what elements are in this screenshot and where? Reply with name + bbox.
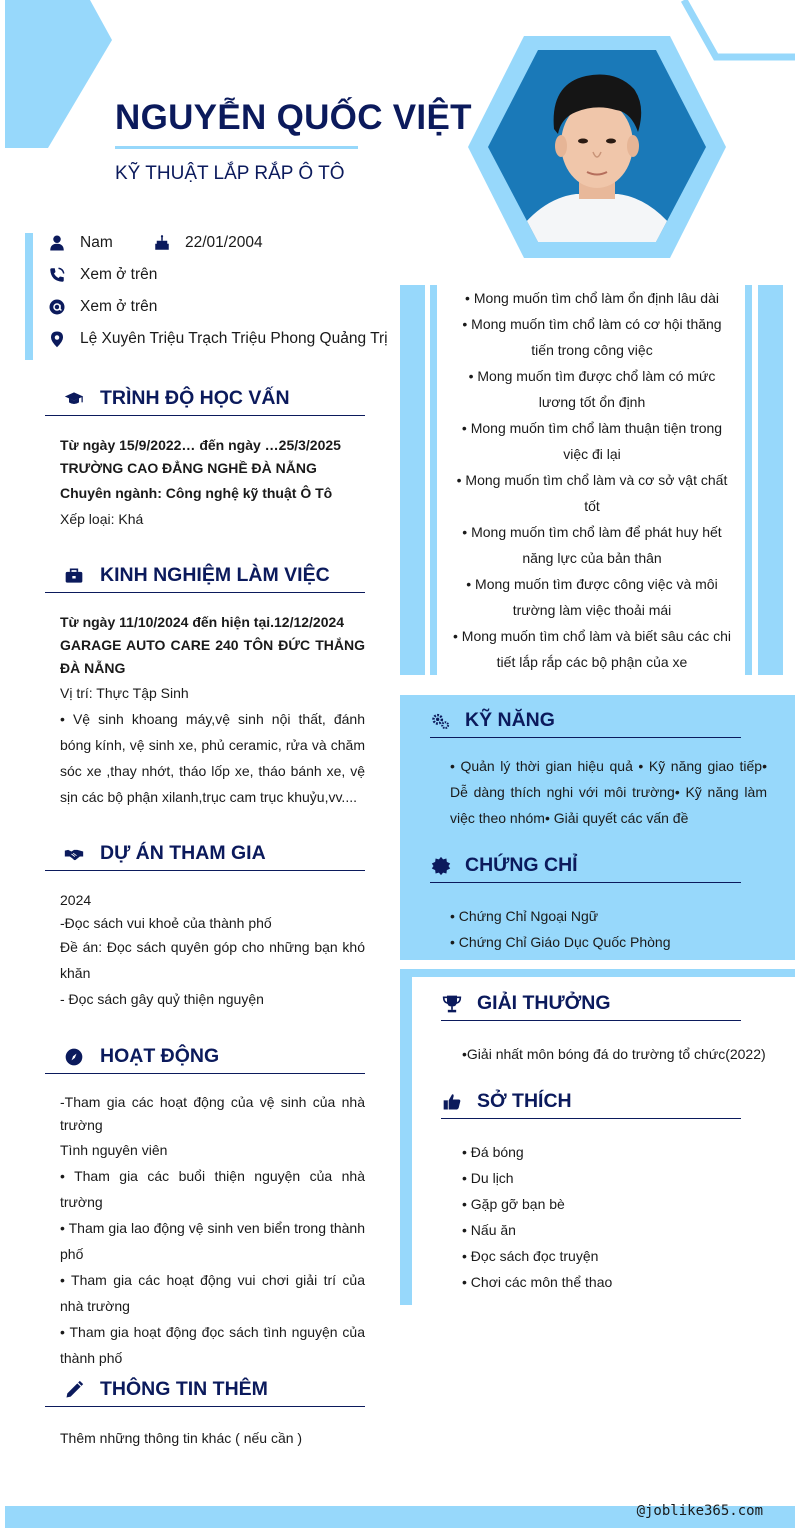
education-school: TRƯỜNG CAO ĐẲNG NGHỀ ĐÀ NẴNG — [60, 460, 317, 476]
activities-title: HOẠT ĐỘNG — [100, 1045, 220, 1067]
certificates-title: CHỨNG CHỈ — [465, 854, 578, 876]
experience-content — [60, 610, 365, 810]
projects-year: 2024 — [60, 892, 92, 908]
gender-value: Nam — [80, 234, 113, 251]
skills-title: KỸ NĂNG — [465, 709, 555, 731]
candidate-name: NGUYỄN QUỐC VIỆT — [115, 98, 472, 137]
activity-line: -Tham gia các hoạt động của vệ sinh của nhà trường — [60, 1094, 365, 1133]
corner-decoration-left — [0, 0, 120, 150]
projects-divider — [45, 870, 365, 871]
hobbies-divider — [441, 1118, 741, 1119]
birthday-cake-icon — [153, 234, 171, 252]
projects-line: Đề án: Đọc sách quyên góp cho những bạn khó khăn — [60, 939, 365, 981]
graduation-cap-icon — [63, 388, 85, 410]
objective-line: • Mong muốn tìm được công việc và môi trường làm việc thoải mái — [466, 576, 718, 618]
objective-bar-left-outer — [400, 285, 425, 675]
awards-title: GIẢI THƯỞNG — [477, 992, 611, 1014]
hobbies-list — [462, 1139, 782, 1295]
hobby-item: • Nấu ăn — [462, 1222, 516, 1238]
certificates-list — [450, 903, 767, 955]
experience-period: Từ ngày 11/10/2024 đến hiện tại.12/12/2024 — [60, 614, 345, 630]
thumbs-up-icon — [441, 1091, 463, 1113]
activity-line: Tình nguyên viên — [60, 1142, 168, 1158]
experience-description: • Vệ sinh khoang máy,vệ sinh nội thất, đánh bóng kính, vệ sinh xe, phủ ceramic, rửa và chăm sóc xe ,thay nhớt, tháo lốp xe, tháo bánh xe, vệ sịn các bộ phận xilanh,trục cam trục khuỷu,vv.... — [60, 711, 365, 805]
hobbies-header — [441, 1090, 572, 1113]
job-title: KỸ THUẬT LẮP RẮP Ô TÔ — [115, 163, 345, 184]
experience-header — [63, 564, 330, 587]
objective-line: • Mong muốn tìm chổ làm thuận tiện trong việc đi lại — [461, 420, 723, 462]
education-grade: Xếp loại: Khá — [60, 511, 144, 527]
extra-divider — [45, 1406, 365, 1407]
certificate-item: • Chứng Chỉ Giáo Dục Quốc Phòng — [450, 934, 671, 950]
certificates-divider — [430, 882, 741, 883]
certificate-badge-icon — [430, 855, 452, 877]
projects-line: -Đọc sách vui khoẻ của thành phố — [60, 915, 272, 931]
title-underline — [115, 146, 358, 149]
certificates-header — [430, 854, 578, 877]
gears-icon — [430, 710, 452, 732]
awards-header — [441, 992, 611, 1015]
activities-header — [63, 1045, 219, 1068]
briefcase-icon — [63, 565, 85, 587]
activity-line: • Tham gia các buổi thiện nguyện của nhà trường — [60, 1168, 365, 1210]
dob-value: 22/01/2004 — [185, 234, 263, 251]
awards-divider — [441, 1020, 741, 1021]
hobby-item: • Gặp gỡ bạn bè — [462, 1196, 565, 1212]
hobby-item: • Đá bóng — [462, 1144, 524, 1160]
skills-divider — [430, 737, 741, 738]
awards-frame-top — [400, 969, 795, 977]
objective-line: • Mong muốn tìm chổ làm và cơ sở vật chất tốt — [456, 472, 728, 514]
footer-watermark: @joblike365.com — [636, 1503, 763, 1519]
handshake-icon — [63, 843, 85, 865]
objective-bar-right-outer — [758, 285, 783, 675]
experience-divider — [45, 592, 365, 593]
gender-row — [48, 232, 113, 254]
objective-line: • Mong muốn tìm được chổ làm có mức lương tốt ổn định — [468, 368, 716, 410]
activity-line: • Tham gia hoạt động đọc sách tình nguyện của thành phố — [60, 1324, 365, 1366]
education-period: Từ ngày 15/9/2022… đến ngày …25/3/2025 — [60, 437, 341, 453]
extra-title: THÔNG TIN THÊM — [100, 1378, 268, 1400]
email-value: Xem ở trên — [80, 298, 158, 315]
phone-value: Xem ở trên — [80, 266, 158, 283]
activities-content — [60, 1091, 365, 1371]
projects-title: DỰ ÁN THAM GIA — [100, 842, 266, 864]
projects-header — [63, 842, 266, 865]
hobby-item: • Đọc sách đọc truyện — [462, 1248, 599, 1264]
experience-position: Vị trí: Thực Tập Sinh — [60, 685, 189, 701]
experience-company: GARAGE AUTO CARE 240 TÔN ĐỨC THẮNG ĐÀ NẴNG — [60, 637, 365, 676]
phone-icon — [48, 266, 66, 284]
projects-content — [60, 888, 365, 1012]
person-icon — [48, 234, 66, 252]
career-objective — [452, 285, 732, 675]
hobby-item: • Du lịch — [462, 1170, 514, 1186]
awards-text: •Giải nhất môn bóng đá do trường tổ chức(2022) — [462, 1046, 766, 1062]
certificate-item: • Chứng Chỉ Ngoại Ngữ — [450, 908, 599, 924]
address-row — [48, 328, 388, 350]
trophy-icon — [441, 993, 463, 1015]
objective-line: • Mong muốn tìm chổ làm có cơ hội thăng tiến trong công việc — [462, 316, 722, 358]
extra-header — [63, 1378, 268, 1401]
hobby-item: • Chơi các môn thể thao — [462, 1274, 613, 1290]
skills-header — [430, 709, 555, 732]
education-divider — [45, 415, 365, 416]
education-major: Chuyên ngành: Công nghệ kỹ thuật Ô Tô — [60, 485, 333, 501]
activities-divider — [45, 1073, 365, 1074]
dob-row — [153, 232, 263, 254]
objective-line: • Mong muốn tìm chổ làm và biết sâu các chi tiết lắp rắp các bộ phận của xe — [452, 628, 732, 670]
info-accent-bar — [25, 233, 33, 360]
compass-icon — [63, 1046, 85, 1068]
extra-text: Thêm những thông tin khác ( nếu cần ) — [60, 1430, 303, 1446]
email-row — [48, 296, 157, 318]
activity-line: • Tham gia các hoạt động vui chơi giải trí của nhà trường — [60, 1272, 365, 1314]
hobbies-title: SỞ THÍCH — [477, 1090, 572, 1112]
address-value: Lệ Xuyên Triệu Trạch Triệu Phong Quảng Trị — [80, 330, 388, 347]
activity-line: • Tham gia lao động vệ sinh ven biển trong thành phố — [60, 1220, 365, 1262]
education-content — [60, 433, 365, 531]
email-at-icon — [48, 298, 66, 316]
avatar — [466, 34, 728, 260]
projects-line: - Đọc sách gây quỷ thiện nguyện — [60, 991, 264, 1007]
education-header — [63, 387, 290, 410]
objective-bar-right-inner — [745, 285, 752, 675]
objective-bar-left-inner — [430, 285, 437, 675]
objective-line: • Mong muốn tìm chổ làm ổn định lâu dài — [465, 290, 719, 306]
skills-text: • Quản lý thời gian hiệu quả • Kỹ năng giao tiếp• Dễ dàng thích nghi với môi trường• Kỹ năng làm việc theo nhóm• Giải quyết các vấn đề — [450, 758, 767, 826]
awards-frame-left — [400, 969, 412, 1305]
education-title: TRÌNH ĐỘ HỌC VẤN — [100, 387, 290, 409]
objective-line: • Mong muốn tìm chổ làm để phát huy hết năng lực của bản thân — [462, 524, 722, 566]
location-pin-icon — [48, 330, 66, 348]
phone-row — [48, 264, 157, 286]
experience-title: KINH NGHIỆM LÀM VIỆC — [100, 564, 330, 586]
pencil-icon — [63, 1379, 85, 1401]
